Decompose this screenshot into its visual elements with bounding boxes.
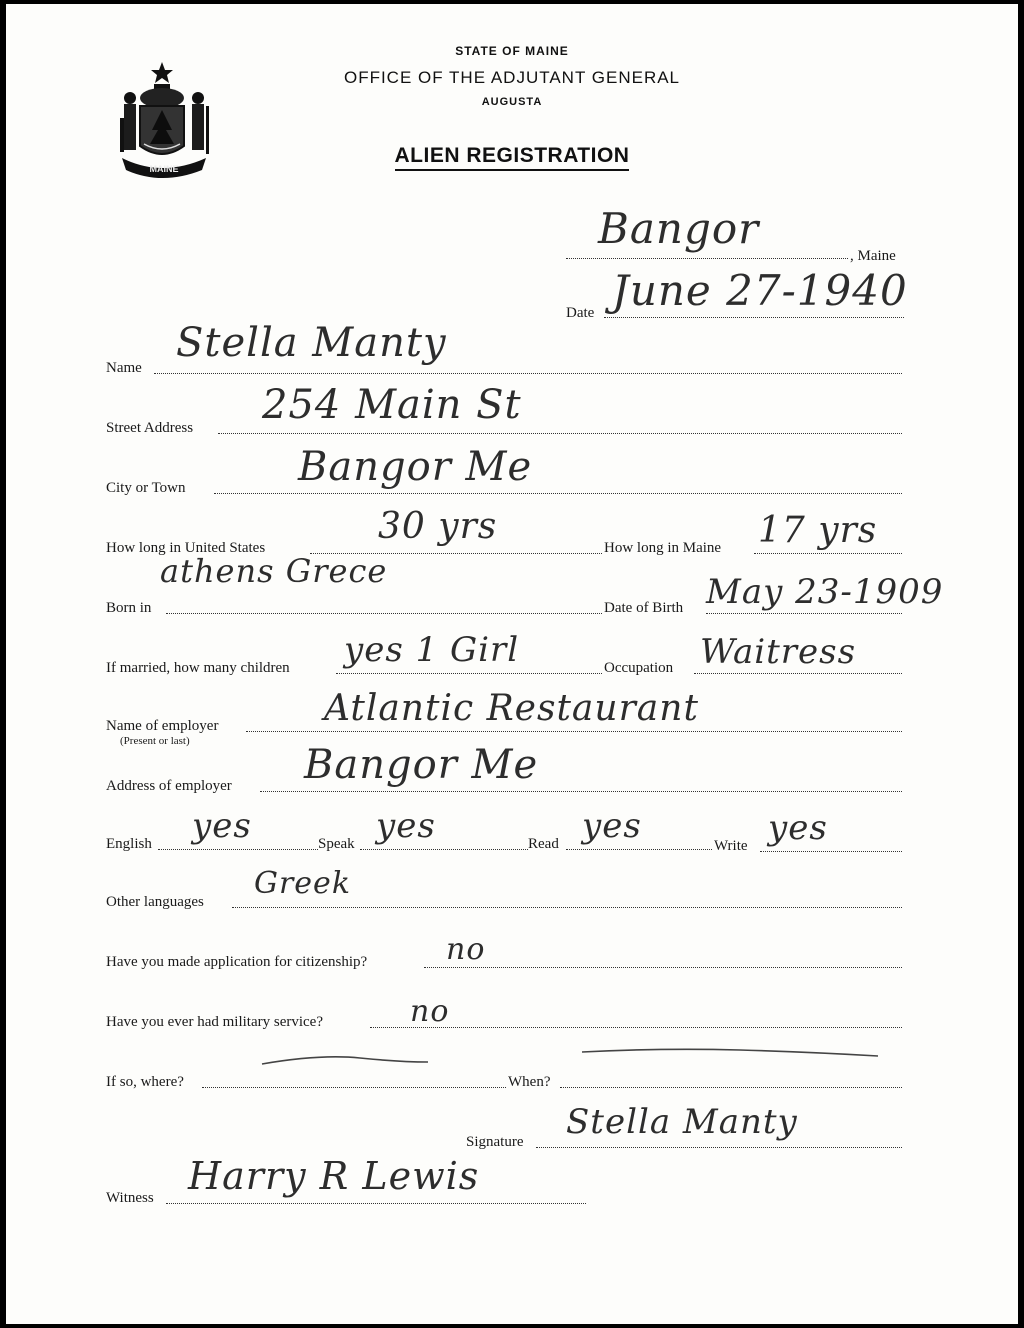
military-line [370, 1027, 902, 1028]
us-label: How long in United States [106, 540, 266, 556]
read-entry: yes [582, 806, 642, 846]
city-label: City or Town [106, 480, 186, 496]
form-title: ALIEN REGISTRATION [6, 144, 1018, 168]
read-line [566, 849, 712, 850]
witness-label: Witness [106, 1190, 154, 1206]
children-entry: yes 1 Girl [344, 630, 520, 670]
witness-entry: Harry R Lewis [188, 1154, 480, 1198]
dob-label: Date of Birth [604, 600, 684, 616]
witness-line [166, 1203, 586, 1204]
street-line [218, 433, 902, 434]
dob-entry: May 23-1909 [706, 572, 944, 612]
write-entry: yes [768, 808, 828, 848]
occupation-line [694, 673, 902, 674]
where-label: If so, where? [106, 1074, 184, 1090]
dob-line [706, 613, 902, 614]
other-languages-entry: Greek [254, 866, 351, 901]
when-dash-mark [580, 1044, 880, 1068]
header-city: AUGUSTA [481, 96, 543, 108]
employer-sub-label: (Present or last) [120, 735, 190, 747]
children-line [336, 673, 602, 674]
maine-line [754, 553, 902, 554]
born-entry: athens Grece [160, 552, 388, 590]
speak-entry: yes [376, 806, 436, 846]
citizenship-line [424, 967, 902, 968]
employer-line [246, 731, 902, 732]
city-entry: Bangor Me [298, 444, 533, 490]
occupation-label: Occupation [604, 660, 674, 676]
date-label: Date [566, 305, 595, 321]
military-label: Have you ever had military service? [106, 1014, 323, 1030]
employer-label: Name of employer [106, 718, 219, 734]
employer-address-label: Address of employer [106, 778, 232, 794]
other-languages-line [232, 907, 902, 908]
maine-entry: 17 yrs [758, 510, 878, 551]
english-line [158, 849, 318, 850]
citizenship-entry: no [446, 932, 486, 967]
other-languages-label: Other languages [106, 894, 204, 910]
born-label: Born in [106, 600, 152, 616]
write-label: Write [714, 838, 748, 854]
born-line [166, 613, 602, 614]
us-entry: 30 yrs [378, 506, 498, 547]
speak-line [360, 849, 528, 850]
place-suffix: , Maine [850, 248, 896, 264]
form-page [6, 4, 1018, 1324]
date-line [604, 317, 904, 318]
signature-entry: Stella Manty [566, 1102, 798, 1142]
military-entry: no [410, 994, 450, 1029]
occupation-entry: Waitress [700, 632, 857, 672]
citizenship-label: Have you made application for citizenship? [106, 954, 368, 970]
employer-address-line [260, 791, 902, 792]
english-entry: yes [192, 806, 252, 846]
svg-text:MAINE: MAINE [149, 164, 179, 174]
where-dash-mark [260, 1050, 430, 1074]
header-state: STATE OF MAINE [455, 44, 569, 58]
english-label: English [106, 836, 152, 852]
speak-label: Speak [318, 836, 355, 852]
name-entry: Stella Manty [176, 320, 447, 366]
when-label: When? [508, 1074, 551, 1090]
place-line [566, 258, 848, 259]
read-label: Read [528, 836, 559, 852]
write-line [760, 851, 902, 852]
name-line [154, 373, 902, 374]
where-line [202, 1087, 506, 1088]
date-entry: June 27-1940 [612, 266, 908, 315]
when-line [560, 1087, 902, 1088]
street-label: Street Address [106, 420, 194, 436]
header-office: OFFICE OF THE ADJUTANT GENERAL [343, 68, 681, 87]
place-entry: Bangor [598, 204, 760, 253]
city-line [214, 493, 902, 494]
employer-entry: Atlantic Restaurant [324, 688, 699, 729]
name-label: Name [106, 360, 142, 376]
street-entry: 254 Main St [262, 382, 522, 428]
maine-label: How long in Maine [604, 540, 722, 556]
signature-line [536, 1147, 902, 1148]
children-label: If married, how many children [106, 660, 290, 676]
employer-address-entry: Bangor Me [304, 742, 539, 788]
signature-label: Signature [466, 1134, 524, 1150]
